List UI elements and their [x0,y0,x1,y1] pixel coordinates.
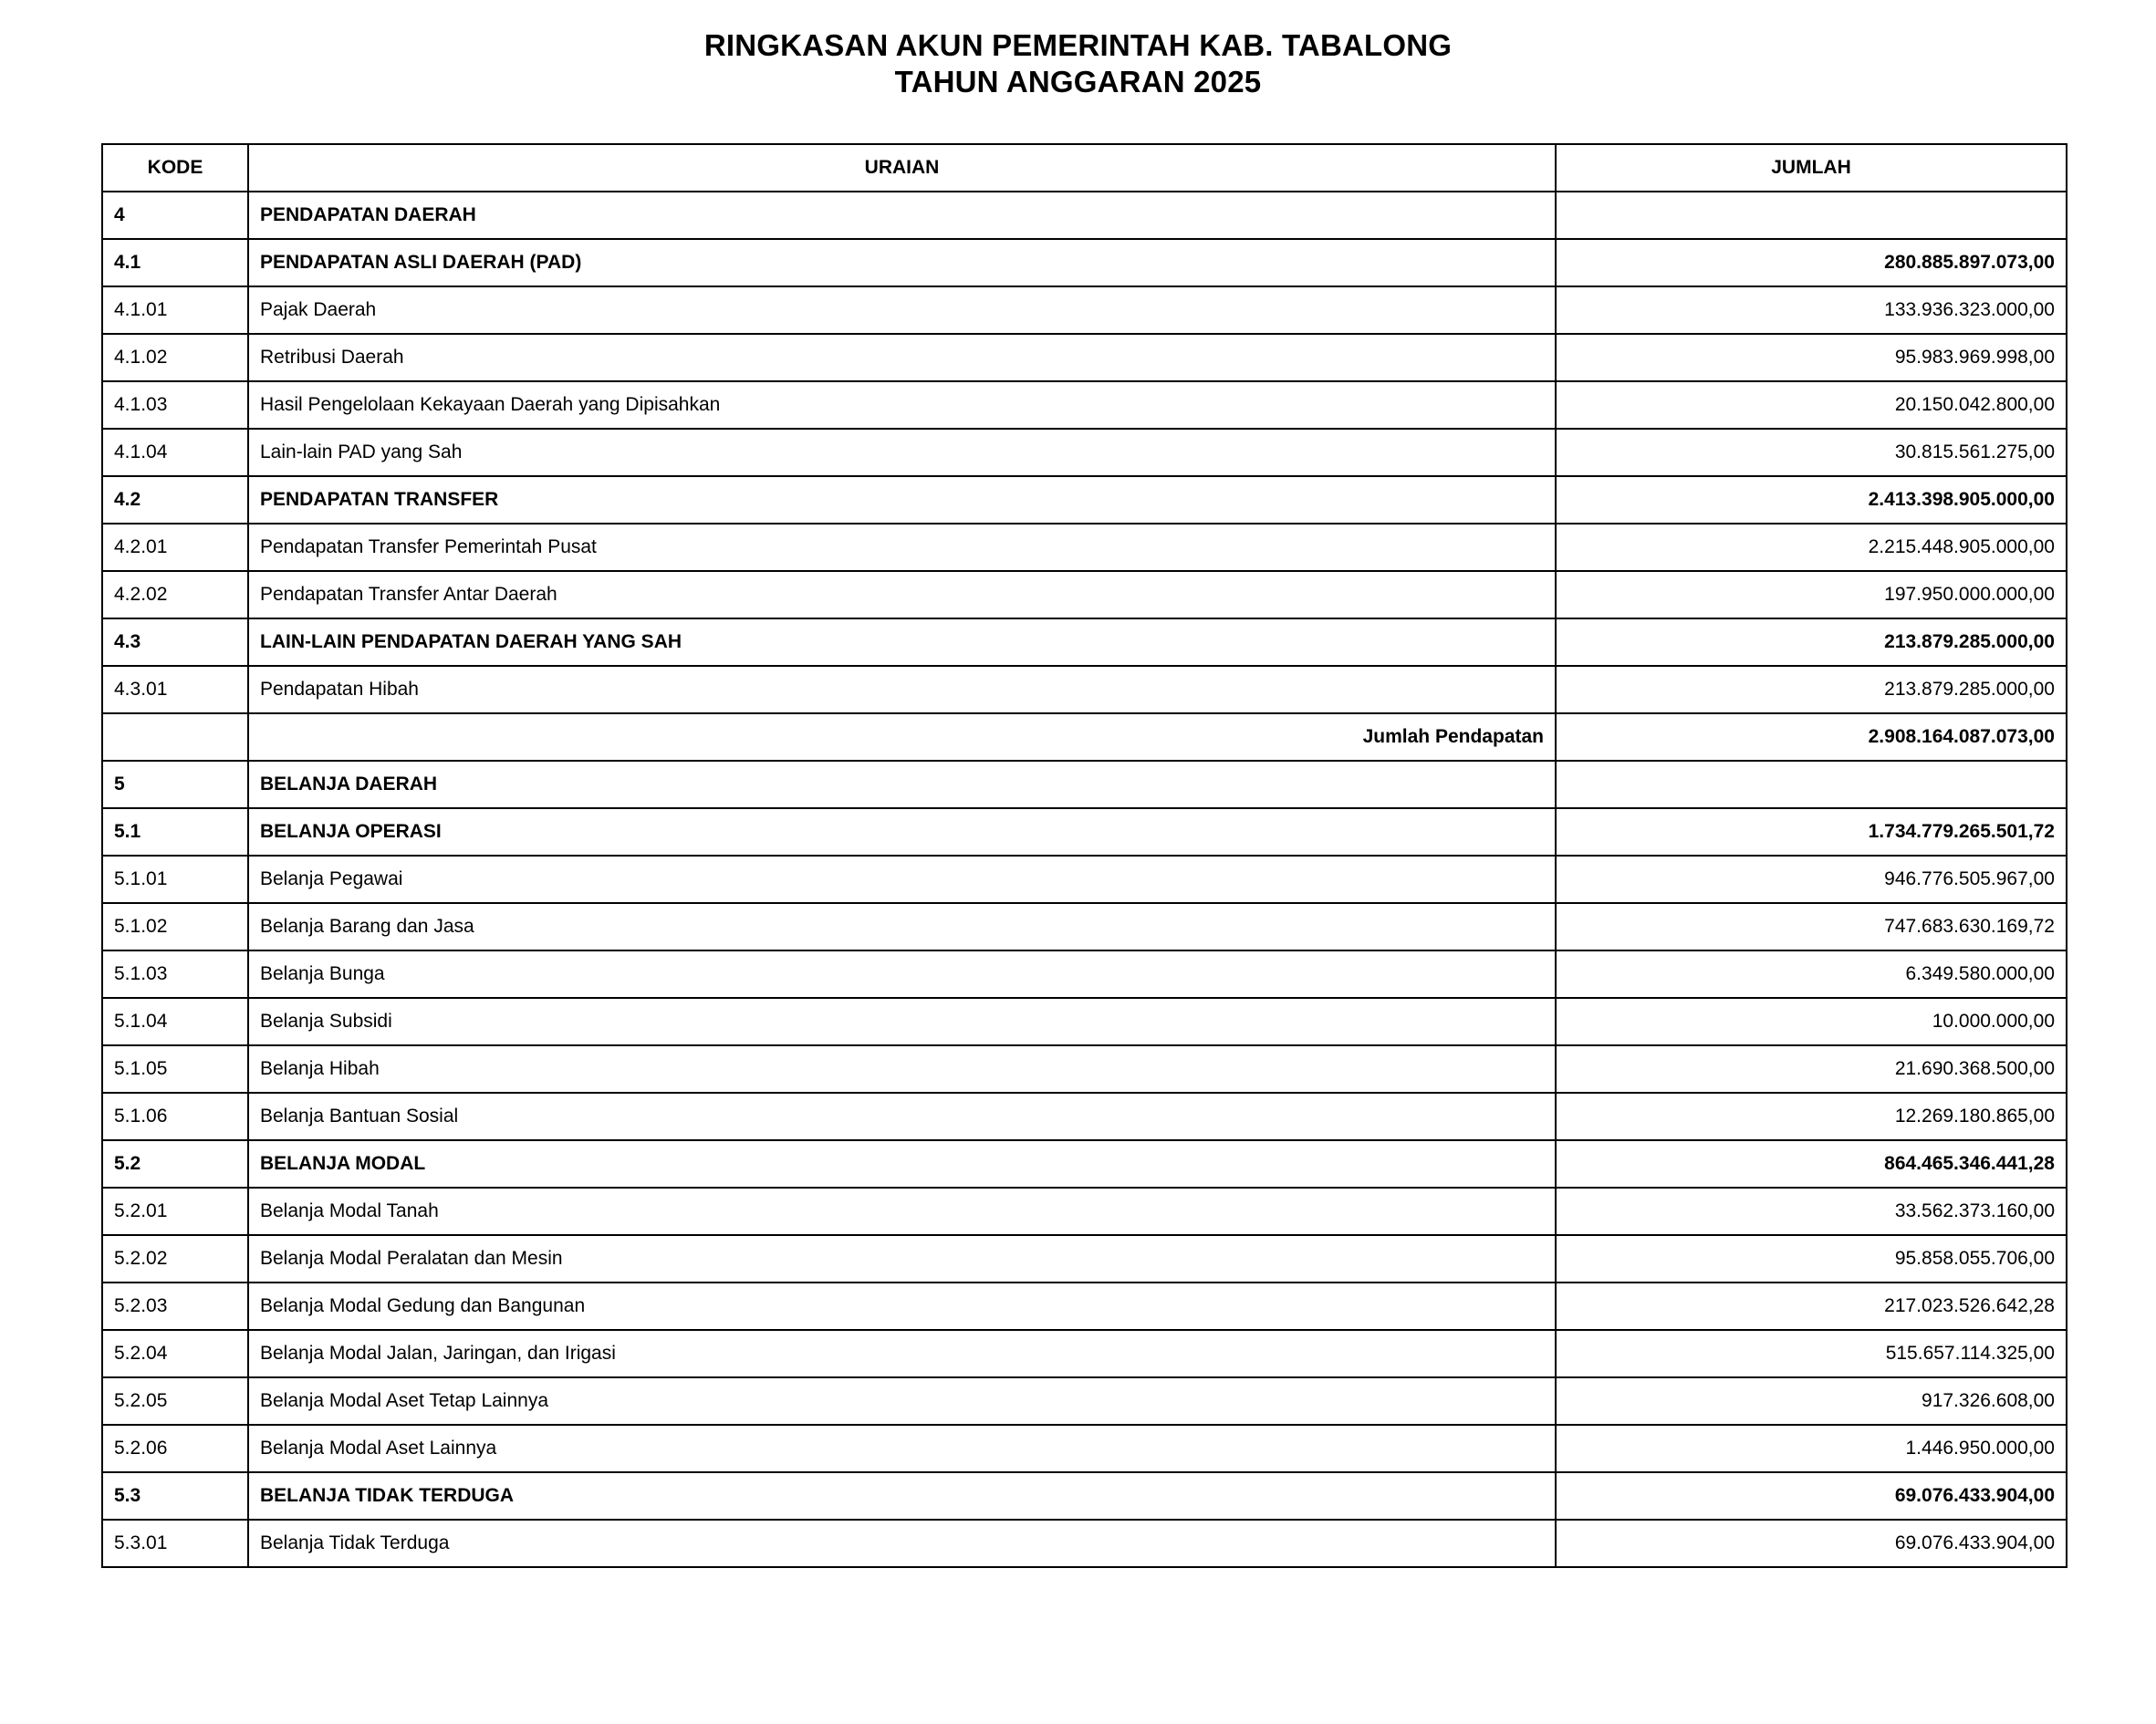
kode-cell: 4.1.01 [102,286,248,334]
table-row [102,1045,2067,1093]
table-row [102,1377,2067,1425]
uraian-cell: Pendapatan Hibah [248,666,1556,713]
document-title [0,27,2156,100]
kode-cell: 4.3 [102,618,248,666]
table-row [102,950,2067,998]
table-row [102,1188,2067,1235]
jumlah-cell: 747.683.630.169,72 [1556,903,2067,950]
uraian-cell: Pajak Daerah [248,286,1556,334]
kode-cell: 5.1.01 [102,856,248,903]
table-row [102,761,2067,808]
jumlah-cell: 1.734.779.265.501,72 [1556,808,2067,856]
jumlah-cell: 213.879.285.000,00 [1556,666,2067,713]
jumlah-cell: 2.215.448.905.000,00 [1556,524,2067,571]
jumlah-cell: 33.562.373.160,00 [1556,1188,2067,1235]
uraian-cell: Lain-lain PAD yang Sah [248,429,1556,476]
kode-cell: 4.3.01 [102,666,248,713]
table-row [102,713,2067,761]
uraian-cell: PENDAPATAN TRANSFER [248,476,1556,524]
kode-cell: 5.1.02 [102,903,248,950]
uraian-cell: BELANJA MODAL [248,1140,1556,1188]
title-line-1: RINGKASAN AKUN PEMERINTAH KAB. TABALONG [703,28,1453,62]
uraian-cell: Belanja Modal Tanah [248,1188,1556,1235]
jumlah-cell [1556,761,2067,808]
uraian-cell: Belanja Pegawai [248,856,1556,903]
uraian-cell: Belanja Modal Aset Lainnya [248,1425,1556,1472]
table-row [102,666,2067,713]
uraian-cell: Belanja Modal Peralatan dan Mesin [248,1235,1556,1283]
kode-cell: 5.1.04 [102,998,248,1045]
kode-cell: 5.1.05 [102,1045,248,1093]
table-row [102,1330,2067,1377]
uraian-cell: LAIN-LAIN PENDAPATAN DAERAH YANG SAH [248,618,1556,666]
kode-cell: 5.2 [102,1140,248,1188]
kode-cell: 5.2.02 [102,1235,248,1283]
uraian-cell: Belanja Barang dan Jasa [248,903,1556,950]
table-row [102,381,2067,429]
kode-cell: 5.2.05 [102,1377,248,1425]
kode-cell: 5.3.01 [102,1520,248,1567]
kode-cell: 4.1.03 [102,381,248,429]
jumlah-cell: 2.413.398.905.000,00 [1556,476,2067,524]
table-row [102,903,2067,950]
jumlah-cell: 946.776.505.967,00 [1556,856,2067,903]
uraian-cell: BELANJA TIDAK TERDUGA [248,1472,1556,1520]
header-uraian: URAIAN [248,144,1556,192]
jumlah-cell: 69.076.433.904,00 [1556,1520,2067,1567]
table-row [102,334,2067,381]
table-row [102,1520,2067,1567]
table-row [102,808,2067,856]
kode-cell: 4 [102,192,248,239]
uraian-cell: Pendapatan Transfer Antar Daerah [248,571,1556,618]
uraian-cell: Belanja Modal Gedung dan Bangunan [248,1283,1556,1330]
uraian-cell: Belanja Hibah [248,1045,1556,1093]
kode-cell: 5.1 [102,808,248,856]
title-line-2: TAHUN ANGGARAN 2025 [894,65,1262,99]
jumlah-cell: 280.885.897.073,00 [1556,239,2067,286]
kode-cell: 4.2 [102,476,248,524]
table-row [102,1140,2067,1188]
uraian-cell: BELANJA DAERAH [248,761,1556,808]
table-body [102,192,2067,1567]
table-row [102,476,2067,524]
jumlah-cell: 917.326.608,00 [1556,1377,2067,1425]
kode-cell: 5.1.06 [102,1093,248,1140]
table-row [102,239,2067,286]
uraian-cell: PENDAPATAN DAERAH [248,192,1556,239]
uraian-cell: BELANJA OPERASI [248,808,1556,856]
kode-cell: 5.1.03 [102,950,248,998]
uraian-cell: Belanja Modal Jalan, Jaringan, dan Irigasi [248,1330,1556,1377]
table-row [102,192,2067,239]
table-row [102,1283,2067,1330]
table-row [102,1093,2067,1140]
uraian-cell: Belanja Bunga [248,950,1556,998]
jumlah-cell: 95.858.055.706,00 [1556,1235,2067,1283]
uraian-cell: Pendapatan Transfer Pemerintah Pusat [248,524,1556,571]
table-row [102,286,2067,334]
kode-cell: 5.2.04 [102,1330,248,1377]
uraian-cell: Belanja Bantuan Sosial [248,1093,1556,1140]
jumlah-cell: 12.269.180.865,00 [1556,1093,2067,1140]
jumlah-cell: 864.465.346.441,28 [1556,1140,2067,1188]
uraian-cell: Belanja Subsidi [248,998,1556,1045]
jumlah-cell [1556,192,2067,239]
table-row [102,998,2067,1045]
header-kode: KODE [102,144,248,192]
uraian-cell: Retribusi Daerah [248,334,1556,381]
jumlah-cell: 213.879.285.000,00 [1556,618,2067,666]
jumlah-cell: 6.349.580.000,00 [1556,950,2067,998]
jumlah-cell: 69.076.433.904,00 [1556,1472,2067,1520]
table-row [102,618,2067,666]
jumlah-cell: 515.657.114.325,00 [1556,1330,2067,1377]
uraian-cell: Jumlah Pendapatan [248,713,1556,761]
table-row [102,571,2067,618]
kode-cell: 5 [102,761,248,808]
kode-cell: 5.2.01 [102,1188,248,1235]
uraian-cell: Hasil Pengelolaan Kekayaan Daerah yang Dipisahkan [248,381,1556,429]
uraian-cell: PENDAPATAN ASLI DAERAH (PAD) [248,239,1556,286]
jumlah-cell: 1.446.950.000,00 [1556,1425,2067,1472]
jumlah-cell: 133.936.323.000,00 [1556,286,2067,334]
table-header-row [102,144,2067,192]
kode-cell: 5.2.06 [102,1425,248,1472]
jumlah-cell: 95.983.969.998,00 [1556,334,2067,381]
header-jumlah: JUMLAH [1556,144,2067,192]
kode-cell: 4.2.01 [102,524,248,571]
jumlah-cell: 21.690.368.500,00 [1556,1045,2067,1093]
table-row [102,1472,2067,1520]
uraian-cell: Belanja Tidak Terduga [248,1520,1556,1567]
account-summary-table [101,143,2067,1568]
kode-cell: 5.3 [102,1472,248,1520]
jumlah-cell: 30.815.561.275,00 [1556,429,2067,476]
kode-cell [102,713,248,761]
jumlah-cell: 10.000.000,00 [1556,998,2067,1045]
kode-cell: 5.2.03 [102,1283,248,1330]
kode-cell: 4.1.02 [102,334,248,381]
jumlah-cell: 217.023.526.642,28 [1556,1283,2067,1330]
table-row [102,429,2067,476]
jumlah-cell: 197.950.000.000,00 [1556,571,2067,618]
uraian-cell: Belanja Modal Aset Tetap Lainnya [248,1377,1556,1425]
jumlah-cell: 20.150.042.800,00 [1556,381,2067,429]
kode-cell: 4.1.04 [102,429,248,476]
kode-cell: 4.1 [102,239,248,286]
table-row [102,856,2067,903]
table-row [102,524,2067,571]
table-row [102,1235,2067,1283]
table-row [102,1425,2067,1472]
jumlah-cell: 2.908.164.087.073,00 [1556,713,2067,761]
kode-cell: 4.2.02 [102,571,248,618]
